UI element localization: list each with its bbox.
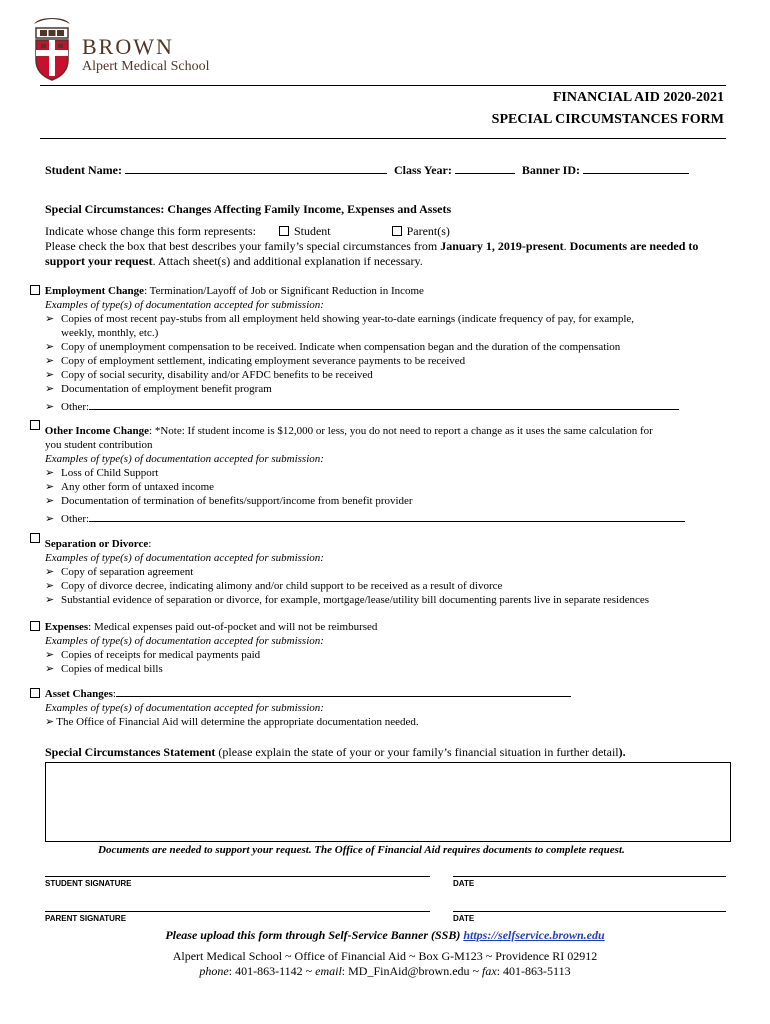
- list-item-text: Copy of unemployment compensation to be received. Indicate when compensation began and the duration of the compensation: [61, 341, 621, 353]
- other-income-title: Other Income Change: [44, 425, 150, 437]
- list-item: [45, 354, 730, 368]
- selfservice-link[interactable]: https://selfservice.brown.edu: [463, 928, 605, 942]
- fax-value: : 401-863-5113: [496, 964, 571, 978]
- statement-desc: (please explain the state of your or your family’s financial situation in further detail: [215, 745, 619, 759]
- form-title: SPECIAL CIRCUMSTANCES FORM: [491, 112, 724, 127]
- footer-address: Alpert Medical School ~ Office of Financial Aid ~ Box G-M123 ~ Providence RI 02912: [172, 949, 598, 963]
- upload-instructions: [0, 928, 770, 943]
- list-item: [45, 399, 730, 414]
- title-rule: [40, 138, 726, 139]
- separation-checkbox[interactable]: [30, 533, 40, 543]
- list-item: [45, 494, 730, 508]
- employment-title: Employment Change: [44, 285, 145, 297]
- student-name-label: Student Name:: [45, 163, 122, 177]
- list-item-text: Any other form of untaxed income: [61, 481, 215, 493]
- expenses-desc: : Medical expenses paid out-of-pocket and will not be reimbursed: [88, 621, 378, 633]
- list-item-text: Documentation of termination of benefits/support/income from benefit provider: [61, 495, 413, 507]
- list-item-text: Copy of social security, disability and/or AFDC benefits to be received: [61, 369, 373, 381]
- phone-value: : 401-863-1142 ~: [228, 964, 316, 978]
- expenses-title: Expenses: [44, 621, 89, 633]
- list-item: [45, 565, 740, 579]
- parent-date-line[interactable]: [453, 911, 726, 912]
- list-item: [45, 368, 730, 382]
- brown-crest-icon: [30, 14, 74, 82]
- list-item: [45, 382, 730, 396]
- banner-id-label: Banner ID:: [521, 163, 581, 177]
- parent-date-label: DATE: [453, 914, 475, 923]
- arrow-bullet-icon: ➢: [45, 580, 55, 592]
- list-item: [45, 511, 730, 526]
- student-date-line[interactable]: [453, 876, 726, 877]
- employment-other-field[interactable]: [89, 399, 679, 410]
- list-item-text: The Office of Financial Aid will determine the appropriate documentation needed.: [56, 716, 419, 728]
- separation-desc: :: [148, 538, 152, 550]
- footer-contact: [0, 964, 770, 979]
- separation-title: Separation or Divorce: [44, 538, 149, 550]
- employment-examples-label: Examples of type(s) of documentation accepted for submission:: [45, 299, 324, 311]
- student-checkbox[interactable]: [279, 226, 289, 236]
- parent-option-label: Parent(s): [406, 224, 450, 238]
- list-item: [45, 715, 730, 729]
- list-item: [45, 480, 730, 494]
- indicate-label: Indicate whose change this form represents:: [45, 224, 256, 238]
- section-employment: [30, 284, 730, 414]
- list-item: [45, 312, 730, 326]
- statement-title: Special Circumstances Statement: [45, 745, 216, 759]
- section-expenses: [30, 620, 730, 676]
- intro-heading: Special Circumstances: Changes Affecting Family Income, Expenses and Assets: [45, 202, 452, 216]
- statement-close: ).: [618, 745, 626, 759]
- list-item-text: Loss of Child Support: [61, 467, 159, 479]
- section-separation: [30, 533, 740, 607]
- list-item-text: Copies of receipts for medical payments paid: [61, 649, 261, 661]
- expenses-checkbox[interactable]: [30, 621, 40, 631]
- section-other-income: [30, 420, 730, 526]
- intro-instructions: [45, 239, 725, 269]
- parent-signature-line[interactable]: [45, 911, 430, 912]
- list-item-text: weekly, monthly, etc.): [61, 327, 159, 339]
- instructions-date: January 1, 2019-present: [440, 239, 564, 253]
- section-assets: [30, 686, 730, 729]
- instructions-needed: Documents are needed to support your request: [45, 239, 699, 268]
- assets-field[interactable]: [116, 686, 571, 697]
- upload-text: Please upload this form through Self-Service Banner (SSB): [165, 928, 464, 942]
- arrow-bullet-icon: ➢: [45, 467, 55, 479]
- arrow-bullet-icon: ➢: [45, 649, 55, 661]
- employment-desc: : Termination/Layoff of Job or Significant Reduction in Income: [144, 285, 424, 297]
- arrow-bullet-icon: ➢: [45, 355, 55, 367]
- form-title-year: FINANCIAL AID 2020-2021: [552, 90, 724, 105]
- other-label: Other:: [61, 513, 90, 525]
- list-item-text: Documentation of employment benefit program: [61, 383, 272, 395]
- arrow-bullet-icon: ➢: [45, 716, 55, 728]
- list-item: [45, 340, 730, 354]
- arrow-bullet-icon: ➢: [45, 313, 55, 325]
- list-item-text: Copy of separation agreement: [61, 566, 194, 578]
- brown-logo: [30, 14, 74, 87]
- instructions-attach: . Attach sheet(s) and additional explanation if necessary.: [152, 254, 423, 268]
- other-income-examples-label: Examples of type(s) of documentation accepted for submission:: [45, 453, 324, 465]
- arrow-bullet-icon: ➢: [45, 341, 55, 353]
- other-income-other-field[interactable]: [89, 511, 685, 522]
- list-item: [45, 662, 730, 676]
- class-year-field[interactable]: [455, 163, 515, 174]
- other-income-desc: : *Note: If student income is $12,000 or less, you do not need to report a change as it uses the same calculation for: [149, 425, 653, 437]
- arrow-bullet-icon: ➢: [45, 594, 55, 606]
- assets-desc: :: [112, 688, 116, 700]
- header-rule: [40, 85, 726, 86]
- expenses-examples-label: Examples of type(s) of documentation accepted for submission:: [45, 635, 324, 647]
- list-item-text: Copies of most recent pay-stubs from all employment held showing year-to-date earnings (indicate frequency of pay, for example,: [61, 313, 635, 325]
- list-item: [45, 326, 730, 340]
- banner-id-field[interactable]: [583, 163, 689, 174]
- student-date-label: DATE: [453, 879, 475, 888]
- arrow-bullet-icon: ➢: [45, 481, 55, 493]
- class-year-label: Class Year:: [394, 163, 452, 177]
- list-item: [45, 648, 730, 662]
- list-item-text: Copy of divorce decree, indicating alimony and/or child support to be received as a result of divorce: [61, 580, 503, 592]
- arrow-bullet-icon: ➢: [45, 566, 55, 578]
- student-option-label: Student: [293, 224, 331, 238]
- other-label: Other:: [61, 401, 90, 413]
- list-item-text: Copies of medical bills: [61, 663, 163, 675]
- list-item-text: Substantial evidence of separation or divorce, for example, mortgage/lease/utility bill documenting parents live in separate residences: [61, 594, 649, 606]
- list-item: [45, 593, 740, 607]
- list-item: [45, 466, 730, 480]
- identity-row: [45, 163, 689, 178]
- student-name-field[interactable]: [125, 163, 387, 174]
- arrow-bullet-icon: ➢: [45, 513, 55, 525]
- instructions-text: Please check the box that best describes your family’s special circumstances from: [45, 239, 441, 253]
- student-signature-line[interactable]: [45, 876, 430, 877]
- email-label: email: [315, 964, 342, 978]
- student-signature-label: STUDENT SIGNATURE: [45, 879, 132, 888]
- other-income-checkbox[interactable]: [30, 420, 40, 430]
- instructions-sep: .: [563, 239, 570, 253]
- school-name: Alpert Medical School: [82, 59, 210, 74]
- arrow-bullet-icon: ➢: [45, 369, 55, 381]
- parent-checkbox[interactable]: [392, 226, 402, 236]
- other-income-desc-cont: you student contribution: [45, 439, 153, 451]
- employment-checkbox[interactable]: [30, 285, 40, 295]
- email-value[interactable]: : MD_FinAid@brown.edu ~: [341, 964, 483, 978]
- indicate-row: [45, 224, 735, 239]
- statement-textbox[interactable]: [45, 762, 731, 842]
- separation-examples-label: Examples of type(s) of documentation accepted for submission:: [45, 552, 324, 564]
- fax-label: fax: [482, 964, 497, 978]
- phone-label: phone: [199, 964, 229, 978]
- arrow-bullet-icon: ➢: [45, 401, 55, 413]
- arrow-bullet-icon: ➢: [45, 383, 55, 395]
- arrow-bullet-icon: ➢: [45, 495, 55, 507]
- documents-notice: Documents are needed to support your request. The Office of Financial Aid requires documents to complete request.: [98, 844, 625, 856]
- assets-examples-label: Examples of type(s) of documentation accepted for submission:: [45, 702, 324, 714]
- assets-title: Asset Changes: [44, 688, 113, 700]
- list-item-text: Copy of employment settlement, indicating employment severance payments to be received: [61, 355, 466, 367]
- arrow-bullet-icon: ➢: [45, 663, 55, 675]
- list-item: [45, 579, 740, 593]
- statement-heading: [45, 745, 626, 760]
- brand-name: BROWN: [82, 34, 174, 59]
- parent-signature-label: PARENT SIGNATURE: [45, 914, 127, 923]
- assets-checkbox[interactable]: [30, 688, 40, 698]
